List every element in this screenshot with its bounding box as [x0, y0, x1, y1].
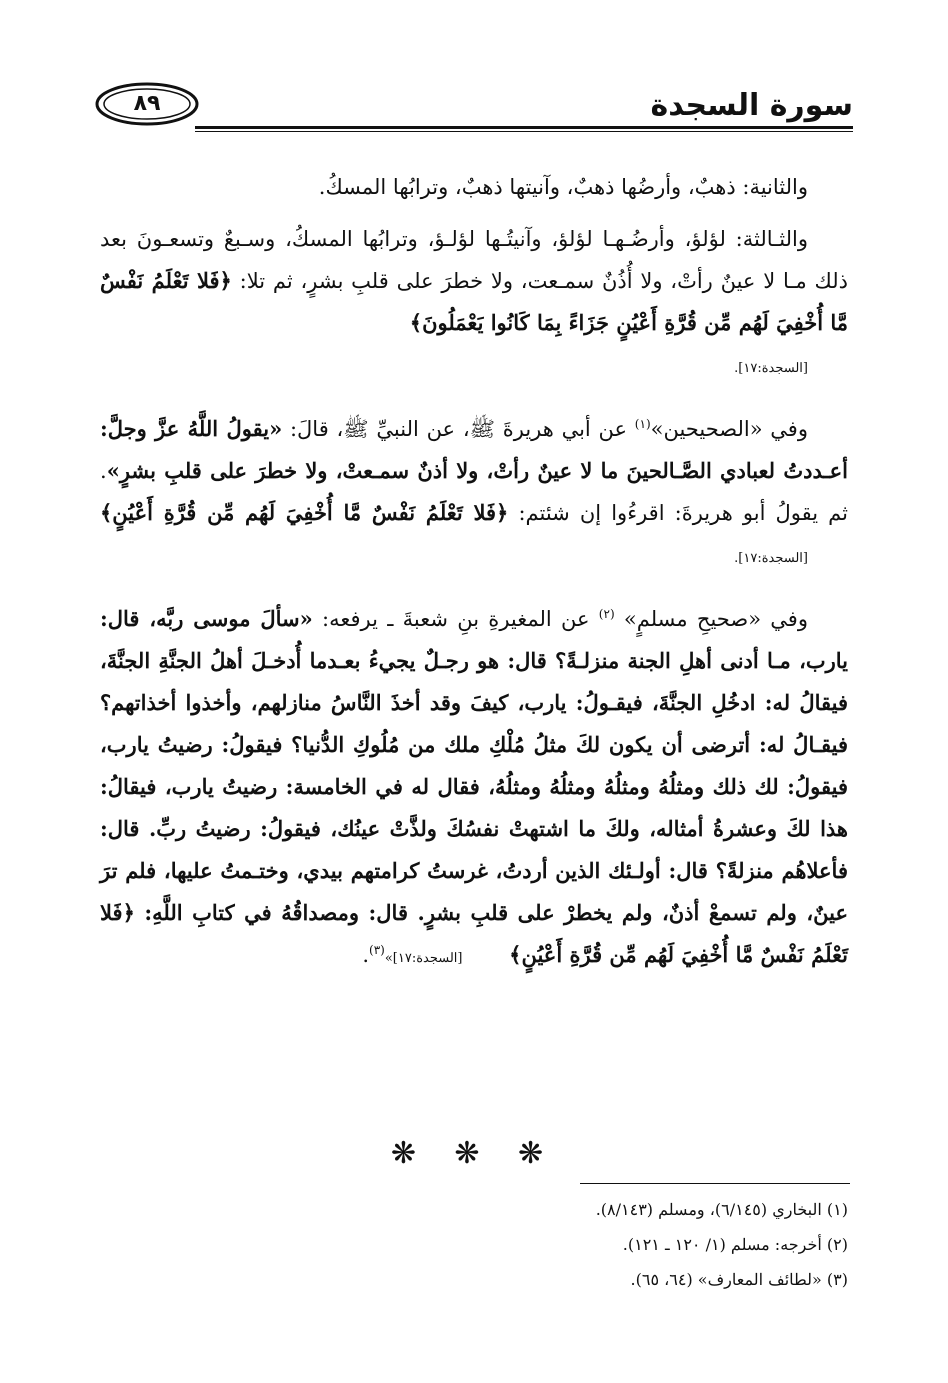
page-number: ٨٩ [133, 91, 161, 116]
footnote-marker-1[interactable]: (١) [634, 417, 651, 431]
paragraph-2-text: والثـالثة: لؤلؤ، وأرضُـهـا لؤلؤ، وآنيتُـها لؤلـؤ، وترابُها المسكُ، وسـبعٌ وتسعـونَ بعد ذلك مـا لا عينٌ رأتْ، ولا أُذُنٌ سمـعت، ولا خطرَ على قلبِ بشرٍ، ثم تلا: [100, 227, 849, 293]
surah-title: سورة السجدة [650, 88, 853, 123]
footnotes [100, 1192, 848, 1297]
quran-verse: ﴿فَلا تَعْلَمُ نَفْسٌ مَّا أُخْفِيَ لَهُم مِّن قُرَّةِ أَعْيُنٍ جَزَاءً بِمَا كَانُوا يَعْمَلُونَ﴾ [100, 268, 848, 335]
paragraph-3-continue: . ثم يقولُ أبو هريرةَ: اقرءُوا إن شئتم: [100, 459, 848, 525]
paragraph-3-chain: عن أبي هريرةَ ﷺ، عن النبيِّ ﷺ، قالَ: [282, 417, 635, 441]
verse-reference: [السجدة:١٧]. [734, 361, 808, 376]
paragraph-4-intro: وفي «صحيحِ مسلمٍ» [623, 607, 808, 631]
main-text [100, 160, 848, 980]
quran-verse: ﴿فَلا تَعْلَمُ نَفْسٌ مَّا أُخْفِيَ لَهُم مِّن قُرَّةِ أَعْيُنٍ﴾ [100, 900, 848, 967]
footnote-1: (١) البخاري (٦/١٤٥)، ومسلم (٨/١٤٣). [595, 1200, 848, 1219]
paragraph-1 [100, 166, 848, 208]
paragraph-4-chain: عن المغيرةِ بنِ شعبةَ ـ يرفعه: [312, 607, 599, 631]
hadith-text: «يقولُ اللَّهُ عزَّ وجلَّ: أعـددتُ لعبادي الصَّـالحينَ ما لا عينٌ رأتْ، ولا أذنٌ سمـعتْ، ولا خطرَ على قلبِ بشرٍ» [100, 416, 848, 483]
paragraph-1-text: والثانية: ذهبٌ، وأرضُها ذهبٌ، وآنيتها ذهبٌ، وترابُها المسكُ. [318, 175, 808, 199]
verse-reference: [السجدة:١٧]. [734, 551, 808, 566]
page-header [95, 80, 853, 140]
footnote-3: (٣) «لطائف المعارف» (٦٤، ٦٥). [630, 1270, 848, 1289]
header-rule-thin [195, 131, 853, 132]
quran-verse: ﴿فَلا تَعْلَمُ نَفْسٌ مَّا أُخْفِيَ لَهُم مِّن قُرَّةِ أَعْيُنٍ﴾ [100, 500, 509, 525]
footnote-2: (٢) أخرجه: مسلم (١/ ١٢٠ ـ ١٢١). [622, 1235, 848, 1254]
header-rule [195, 126, 853, 129]
paragraph-4-end: . [362, 943, 369, 967]
paragraph-2 [100, 218, 848, 390]
footnote-rule [580, 1183, 850, 1184]
footnote-marker-3[interactable]: (٣) [369, 943, 385, 957]
page-number-badge [95, 82, 199, 126]
paragraph-4 [100, 598, 848, 980]
verse-reference: [السجدة:١٧]» [384, 951, 463, 966]
paragraph-3-intro: وفي «الصحيحين» [650, 417, 808, 441]
footnote-marker-2[interactable]: (٢) [598, 607, 615, 621]
section-separator: ❋ ❋ ❋ [390, 1136, 558, 1171]
hadith-text: «سألَ موسى ربَّه، قال: يارب، مـا أدنى أهلِ الجنة منزلـةً؟ قال: هو رجـلٌ يجيءُ بعـدما أُدخـلَ أهلُ الجنَّةِ الجنَّةَ، فيقالُ له: ادخُلِ الجنَّةَ، فيقـولُ: يارب، كيفَ وقد أخذَ النَّاسُ منازلهم، وأخذوا أخذاتهم؟ فيقـالُ له: أترضى أن يكون لكَ مثلُ مُلْكِ ملك من مُلُوكِ الدُّنيا؟ فيقولُ: رضيتُ يارب، فيقولُ: لك ذلك ومثلُهُ ومثلُهُ ومثلُهُ ومثلُهُ، فقال له في الخامسة: رضيتُ يارب، فيقالُ: هذا لكَ وعشرةُ أمثاله، ولكَ ما اشتهتْ نفسُكَ ولذَّتْ عينُك، فيقولُ: رضيتُ ربِّ. قال: فأعلاهُم منزلةً؟ قال: أولـئك الذين أردتُ، غرستُ كرامتهم بيدي، وختـمتُ عليها، فلم ترَ عينٌ، ولم تسمعْ أذنٌ، ولم يخطرْ على قلبِ بشرٍ. قال: ومصداقُهُ في كتابِ اللَّهِ: [100, 606, 848, 925]
paragraph-3 [100, 408, 848, 580]
